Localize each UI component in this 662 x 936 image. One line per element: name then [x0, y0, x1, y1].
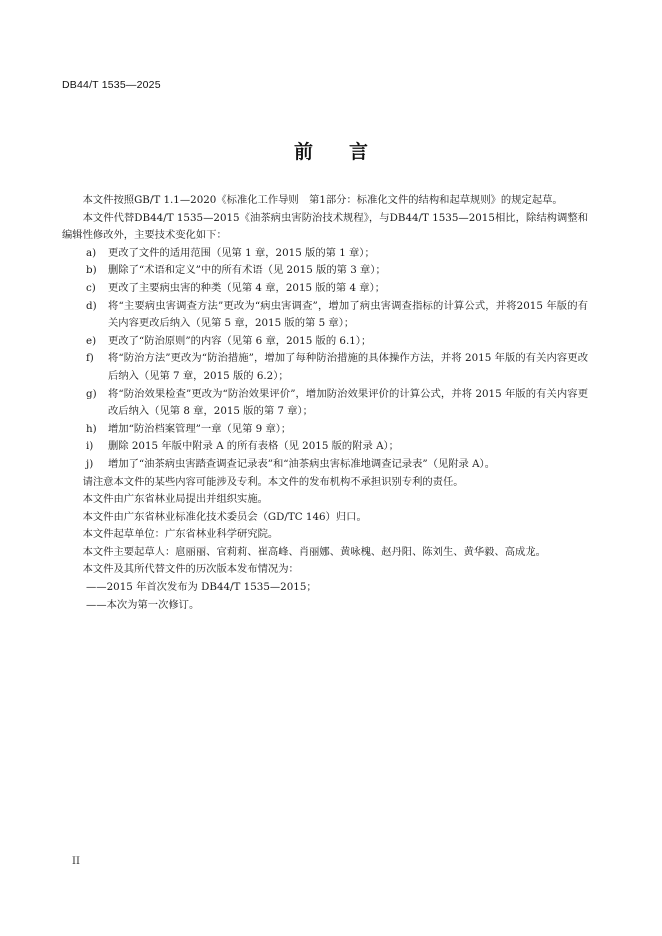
paragraph-history-intro: 本文件及其所代替文件的历次版本发布情况为：	[82, 563, 299, 576]
paragraph-committee: 本文件由广东省林业标准化技术委员会（GD/TC 146）归口。	[82, 510, 367, 523]
page-title: 前言	[293, 141, 404, 163]
list-marker: h)	[86, 422, 97, 435]
paragraph-drafting-basis: 本文件按照GB/T 1.1—2020《标准化工作导则 第1部分：标准化文件的结构和起草规则》的规定起草。	[82, 194, 563, 206]
list-marker: d)	[86, 299, 97, 312]
document-code: DB44/T 1535—2025	[62, 79, 161, 91]
page-number: II	[72, 856, 80, 867]
list-marker: i)	[86, 440, 94, 453]
list-marker: a)	[86, 246, 97, 259]
list-item	[62, 438, 588, 456]
paragraph-patent-notice: 请注意本文件的某些内容可能涉及专利。本文件的发布机构不承担识别专利的责任。	[82, 475, 464, 488]
list-item	[62, 262, 588, 280]
list-marker: c)	[86, 281, 96, 294]
history-item: ——本次为第一次修订。	[86, 598, 200, 611]
list-item	[62, 386, 588, 421]
paragraph-drafting-unit: 本文件起草单位：广东省林业科学研究院。	[82, 528, 279, 541]
foreword-body	[62, 192, 588, 614]
list-item-text: 增加“防治档案管理”一章（见第 9 章）；	[108, 422, 292, 435]
list-item	[62, 350, 588, 385]
list-item-text: 将“防治效果检查”更改为“防治效果评价”，增加防治效果评价的计算公式，并将 2015 年版的有关内容更改后纳入（见第 8 章，2015 版的第 7 章）；	[108, 387, 588, 418]
list-item	[62, 245, 588, 263]
list-marker: e)	[86, 334, 97, 347]
list-marker: b)	[86, 264, 97, 277]
history-item: ——2015 年首次发布为 DB44/T 1535—2015；	[86, 581, 317, 594]
list-item-text: 将“主要病虫害调查方法”更改为“病虫害调查”，增加了病虫害调查指标的计算公式，并将2015 年版的有关内容更改后纳入（见第 5 章，2015 版的第 5 章）；	[108, 299, 588, 330]
paragraph-proposer: 本文件由广东省林业局提出并组织实施。	[82, 493, 268, 506]
list-item-text: 增加了“油茶病虫害踏查调查记录表”和“油茶病虫害标准地调查记录表”（见附录 A）。	[108, 457, 496, 470]
paragraph-drafters: 本文件主要起草人：扈丽丽、官莉莉、崔高峰、肖丽娜、黄咏槐、赵丹阳、陈刘生、黄华毅、高成龙。	[82, 545, 546, 558]
paragraph-replacement-note: 本文件代替DB44/T 1535—2015《油茶病虫害防治技术规程》，与DB44/T 1535—2015相比，除结构调整和编辑性修改外，主要技术变化如下：	[62, 211, 588, 242]
list-marker: j)	[86, 457, 94, 470]
list-marker: f)	[86, 352, 94, 365]
list-item-text: 将“防治方法”更改为“防治措施”，增加了每种防治措施的具体操作方法，并将 2015 年版的有关内容更改后纳入（见第 7 章，2015 版的 6.2）；	[108, 352, 588, 382]
list-item	[62, 280, 588, 298]
list-item	[62, 421, 588, 439]
list-item-text: 更改了“防治原则”的内容（见第 6 章，2015 版的 6.1）；	[108, 334, 372, 347]
list-item-text: 更改了文件的适用范围（见第 1 章，2015 版的第 1 章）；	[108, 246, 375, 259]
list-marker: g)	[86, 387, 97, 400]
list-item-text: 删除 2015 年版中附录 A 的所有表格（见 2015 版的附录 A）；	[108, 440, 399, 453]
list-item	[62, 298, 588, 333]
list-item	[62, 333, 588, 351]
list-item-text: 更改了主要病虫害的种类（见第 4 章，2015 版的第 4 章）；	[108, 281, 386, 294]
list-item-text: 删除了“术语和定义”中的所有术语（见 2015 版的第 3 章）；	[108, 264, 386, 277]
list-item	[62, 456, 588, 474]
changes-list	[62, 245, 588, 474]
